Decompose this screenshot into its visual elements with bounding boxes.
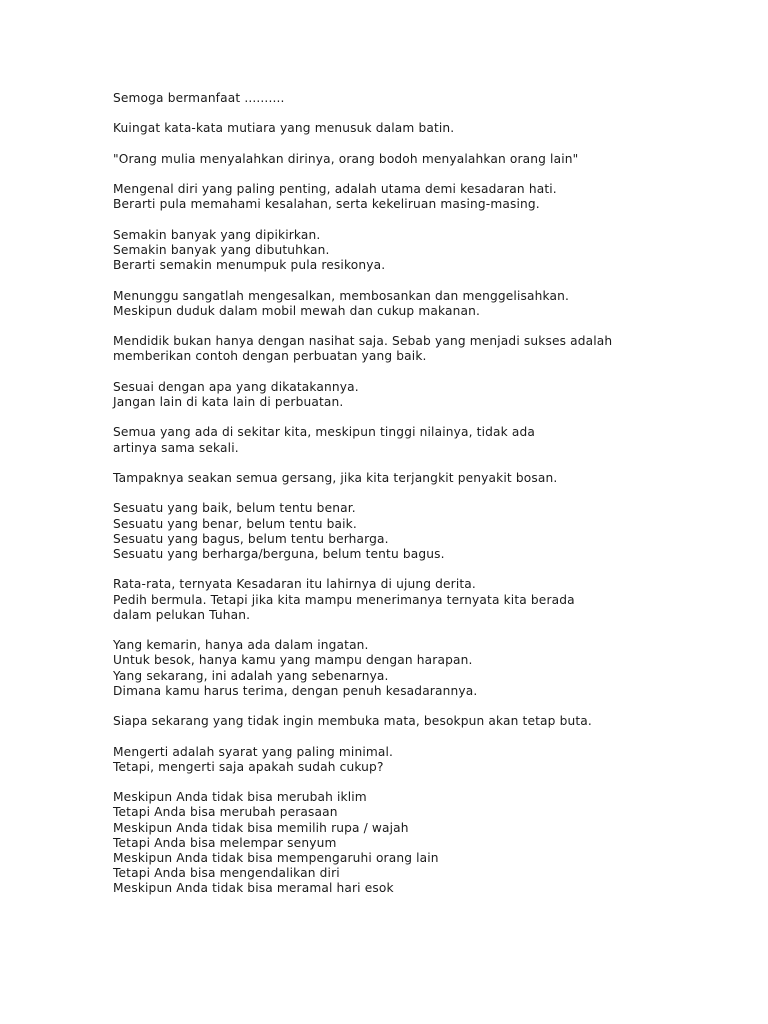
paragraph bbox=[113, 790, 733, 896]
text-line: Tampaknya seakan semua gersang, jika kita terjangkit penyakit bosan. bbox=[113, 470, 558, 485]
text-line: Meskipun Anda tidak bisa mempengaruhi orang lain bbox=[113, 850, 439, 865]
text-line: memberikan contoh dengan perbuatan yang baik. bbox=[113, 349, 427, 364]
paragraph bbox=[113, 638, 733, 699]
text-line: Untuk besok, hanya kamu yang mampu dengan harapan. bbox=[113, 653, 473, 668]
text-line: Semua yang ada di sekitar kita, meskipun tinggi nilainya, tidak ada bbox=[113, 425, 535, 440]
paragraph bbox=[113, 121, 733, 136]
text-line: Tetapi Anda bisa merubah perasaan bbox=[113, 805, 338, 820]
text-line: Yang sekarang, ini adalah yang sebenarnya. bbox=[113, 668, 389, 683]
text-line: Sesuatu yang baik, belum tentu benar. bbox=[113, 501, 356, 516]
text-line: Sesuatu yang bagus, belum tentu berharga. bbox=[113, 531, 389, 546]
paragraph bbox=[113, 501, 733, 562]
text-line: Sesuatu yang berharga/berguna, belum tentu bagus. bbox=[113, 546, 445, 561]
paragraph bbox=[113, 745, 733, 775]
text-line: Semakin banyak yang dibutuhkan. bbox=[113, 242, 330, 257]
paragraph bbox=[113, 334, 733, 364]
text-line: Mendidik bukan hanya dengan nasihat saja. Sebab yang menjadi sukses adalah bbox=[113, 334, 613, 349]
text-line: Sesuatu yang benar, belum tentu baik. bbox=[113, 516, 357, 531]
text-line: Tetapi Anda bisa mengendalikan diri bbox=[113, 866, 340, 881]
text-line: Mengenal diri yang paling penting, adalah utama demi kesadaran hati. bbox=[113, 182, 557, 197]
text-line: Menunggu sangatlah mengesalkan, membosankan dan menggelisahkan. bbox=[113, 288, 569, 303]
paragraph bbox=[113, 577, 733, 623]
text-line: Tetapi Anda bisa melempar senyum bbox=[113, 835, 337, 850]
text-line: Siapa sekarang yang tidak ingin membuka mata, besokpun akan tetap buta. bbox=[113, 714, 592, 729]
text-line: Meskipun duduk dalam mobil mewah dan cukup makanan. bbox=[113, 303, 480, 318]
text-line: Berarti pula memahami kesalahan, serta kekeliruan masing-masing. bbox=[113, 197, 540, 212]
text-line: Yang kemarin, hanya ada dalam ingatan. bbox=[113, 638, 369, 653]
text-line: Dimana kamu harus terima, dengan penuh kesadarannya. bbox=[113, 683, 478, 698]
text-line: Meskipun Anda tidak bisa merubah iklim bbox=[113, 790, 367, 805]
paragraph bbox=[113, 425, 733, 455]
text-line: "Orang mulia menyalahkan dirinya, orang bodoh menyalahkan orang lain" bbox=[113, 151, 579, 166]
text-line: Semakin banyak yang dipikirkan. bbox=[113, 227, 321, 242]
text-line: Meskipun Anda tidak bisa meramal hari esok bbox=[113, 881, 394, 896]
text-line: Sesuai dengan apa yang dikatakannya. bbox=[113, 379, 359, 394]
text-line: Meskipun Anda tidak bisa memilih rupa / wajah bbox=[113, 820, 409, 835]
text-line: Rata-rata, ternyata Kesadaran itu lahirnya di ujung derita. bbox=[113, 577, 476, 592]
text-line: Semoga bermanfaat .......... bbox=[113, 91, 285, 105]
paragraph bbox=[113, 228, 733, 274]
paragraph bbox=[113, 91, 733, 106]
document-text-body bbox=[113, 91, 733, 912]
text-line: dalam pelukan Tuhan. bbox=[113, 607, 251, 622]
text-line: Kuingat kata-kata mutiara yang menusuk dalam batin. bbox=[113, 121, 455, 136]
paragraph bbox=[113, 289, 733, 319]
text-line: Mengerti adalah syarat yang paling minimal. bbox=[113, 744, 394, 759]
paragraph bbox=[113, 182, 733, 212]
text-line: Pedih bermula. Tetapi jika kita mampu menerimanya ternyata kita berada bbox=[113, 592, 575, 607]
text-line: Tetapi, mengerti saja apakah sudah cukup? bbox=[113, 759, 384, 774]
paragraph bbox=[113, 152, 733, 167]
text-line: artinya sama sekali. bbox=[113, 440, 239, 455]
paragraph bbox=[113, 471, 733, 486]
text-line: Jangan lain di kata lain di perbuatan. bbox=[113, 394, 344, 409]
text-line: Berarti semakin menumpuk pula resikonya. bbox=[113, 258, 386, 273]
paragraph bbox=[113, 714, 733, 729]
paragraph bbox=[113, 380, 733, 410]
